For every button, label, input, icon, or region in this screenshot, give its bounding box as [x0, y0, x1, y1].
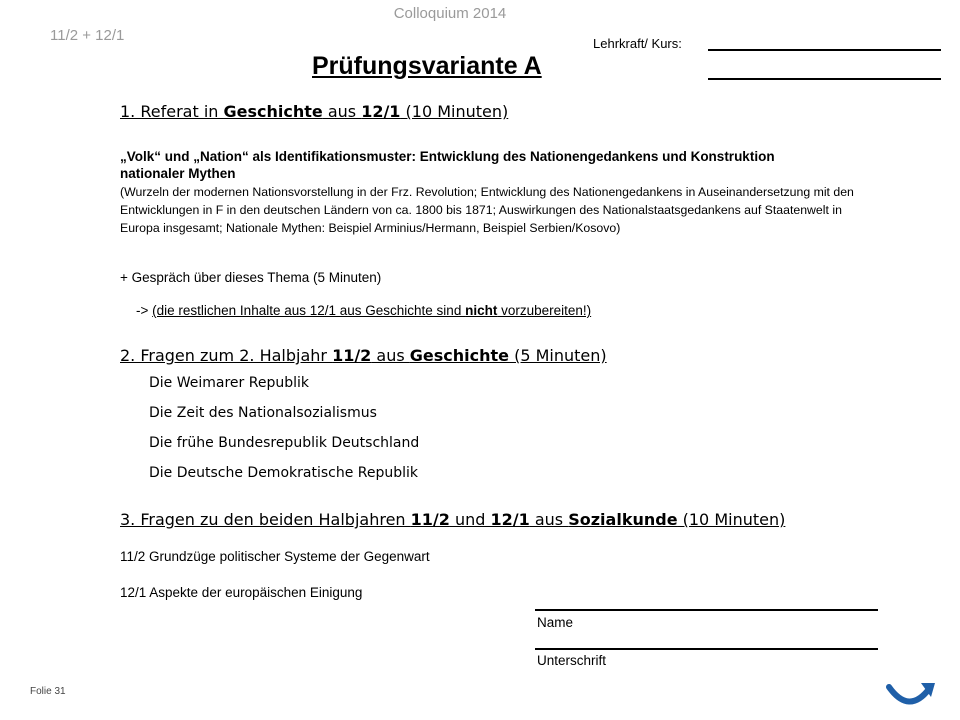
name-line [535, 609, 878, 611]
list-item: Die Deutsche Demokratische Republik [149, 465, 419, 481]
teacher-course-label: Lehrkraft/ Kurs: [593, 36, 682, 51]
slide-number: Folie 31 [30, 686, 66, 697]
event-title: Colloquium 2014 [393, 5, 507, 22]
list-item: Die Zeit des Nationalsozialismus [149, 405, 377, 421]
teacher-line-1 [708, 49, 941, 51]
section1-description: (Wurzeln der modernen Nationsvorstellung in der Frz. Revolution; Entwicklung des Nationengedankens in Auseinandersetzung mit den Entwicklungen in F in den deutschen Ländern von ca. 1800 bis 1871; Auswirkungen des Nationalstaatsgedankens auf Staatenwelt in Europa insgesamt; Nationale Mythen: Beispiel Arminius/Hermann, Beispiel Serbien/Kosovo) [120, 185, 854, 235]
signature-label: Unterschrift [537, 653, 607, 668]
list-item: 11/2 Grundzüge politischer Systeme der Gegenwart [120, 549, 430, 564]
section1-heading: 1. Referat in Geschichte aus 12/1 (10 Minuten) [120, 102, 509, 121]
section1-topic: „Volk“ und „Nation“ als Identifikationsmuster: Entwicklung des Nationengedankens und Konstruktion nationaler Mythen [120, 149, 775, 181]
list-item: 12/1 Aspekte der europäischen Einigung [120, 585, 363, 600]
semester-label: 11/2 + 12/1 [50, 27, 125, 44]
page-title: Prüfungsvariante A [312, 52, 542, 80]
list-item: Die Weimarer Republik [149, 375, 309, 391]
teacher-line-2 [708, 78, 941, 80]
section2-heading: 2. Fragen zum 2. Halbjahr 11/2 aus Geschichte (5 Minuten) [120, 346, 607, 365]
return-arrow-icon[interactable] [885, 677, 937, 709]
name-label: Name [537, 615, 574, 630]
section1-note: -> (die restlichen Inhalte aus 12/1 aus Geschichte sind nicht vorzubereiten!) [136, 303, 592, 318]
section1-discussion: + Gespräch über dieses Thema (5 Minuten) [120, 270, 382, 285]
list-item: Die frühe Bundesrepublik Deutschland [149, 435, 420, 451]
signature-line [535, 648, 878, 650]
section3-heading: 3. Fragen zu den beiden Halbjahren 11/2 und 12/1 aus Sozialkunde (10 Minuten) [120, 510, 786, 529]
